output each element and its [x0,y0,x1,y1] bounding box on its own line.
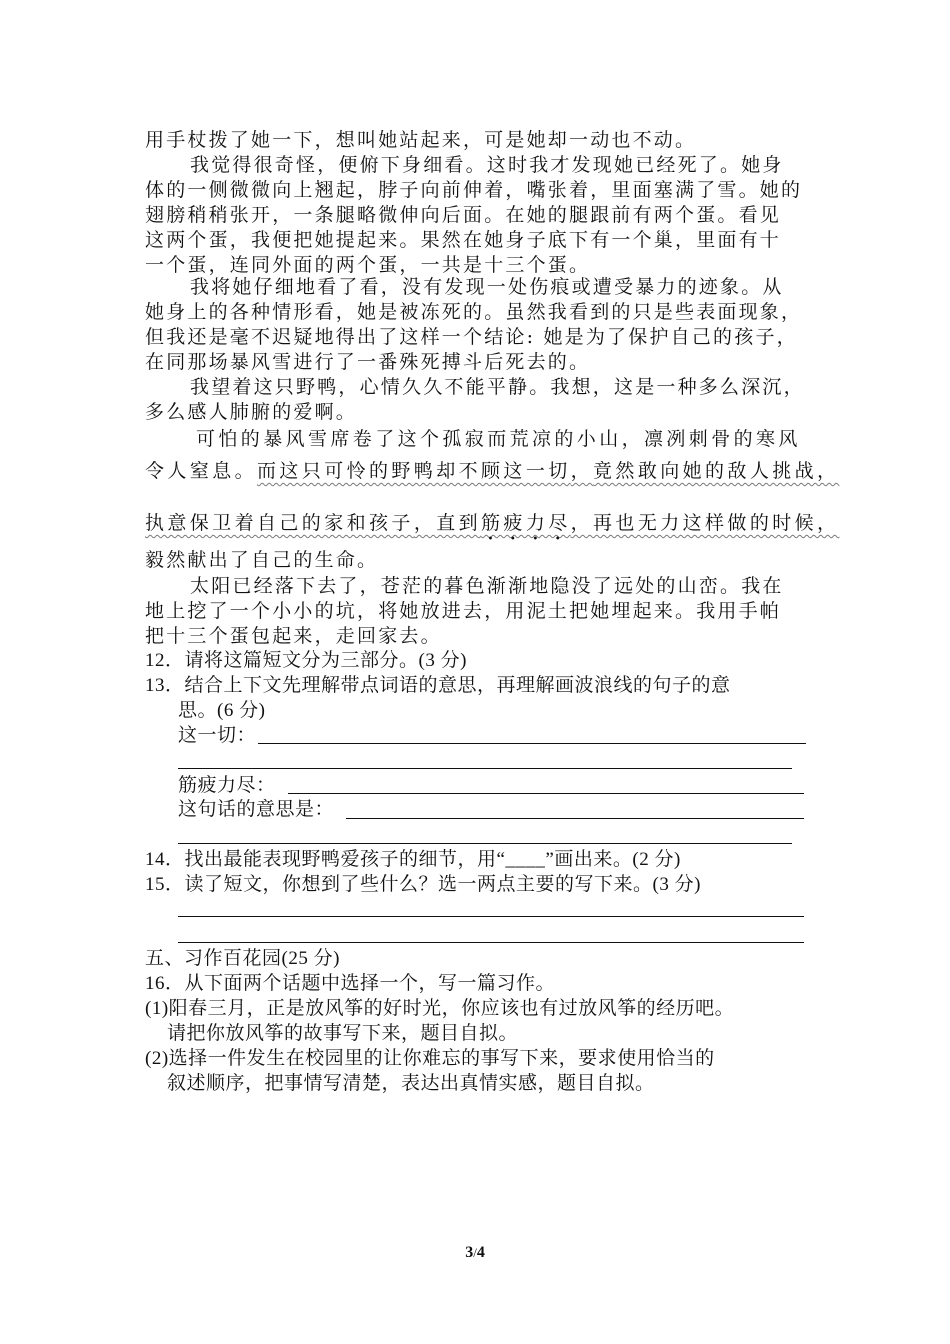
question-14: 14．找出最能表现野鸭爱孩子的细节，用“____”画出来。(2 分) [145,849,681,870]
passage-line: 这两个蛋，我便把她提起来。果然在她身子底下有一个巢，里面有十 [145,229,782,251]
passage-line-wavy [145,458,840,484]
passage-line: 翅膀稍稍张开，一条腿略微伸向后面。在她的腿跟前有两个蛋。看见 [145,204,782,226]
answer-label-jinpililijin: 筋疲力尽： [178,775,276,796]
answer-blank[interactable] [178,916,804,917]
passage-line: 体的一侧微微向上翘起，脖子向前伸着，嘴张着，里面塞满了雪。她的 [145,179,803,201]
page-separator: / [473,1245,477,1260]
question-16: 16．从下面两个话题中选择一个，写一篇习作。 [145,973,556,994]
passage-text: ， [570,460,594,482]
passage-line: 我将她仔细地看了看，没有发现一处伤痕或遭受暴力的迹象。从 [190,276,784,298]
page-current: 3 [465,1244,474,1261]
passage-line: 毅然献出了自己的生命。 [145,549,379,571]
passage-line: 用手杖拨了她一下，想叫她站起来，可是她却一动也不动。 [145,129,697,151]
answer-blank[interactable] [178,843,792,844]
page-total: 4 [476,1244,485,1261]
passage-text: ，直到 [413,512,482,534]
answer-blank[interactable] [178,768,792,769]
question-13-cont: 思。(6 分) [178,700,266,721]
section-title: 五、习作百花园(25 分) [145,948,340,969]
passage-text: 而这只可怜的野鸭却不顾这一切 [257,460,571,482]
passage-line: 多么感人肺腑的爱啊。 [145,401,358,423]
page-number [0,1244,950,1262]
passage-line: 我觉得很奇怪，便俯下身细看。这时我才发现她已经死了。她身 [190,154,784,176]
topic-option-1-cont: 请把你放风筝的故事写下来，题目自拟。 [167,1023,519,1044]
answer-label-meaning: 这句话的意思是： [178,799,335,820]
passage-line: 在同那场暴风雪进行了一番殊死搏斗后死去的。 [145,351,591,373]
topic-option-1: (1)阳春三月，正是放风筝的好时光，你应该也有过放风筝的经历吧。 [145,998,735,1019]
answer-blank[interactable] [178,942,804,943]
passage-line: 我望着这只野鸭，心情久久不能平静。我想，这是一种多么深沉， [190,376,805,398]
passage-text: 竟然敢向她的敌人挑战， [593,460,840,482]
topic-option-2-cont: 叙述顺序，把事情写清楚，表达出真情实感，题目自拟。 [167,1073,655,1094]
passage-line: 她身上的各种情形看，她是被冻死的。虽然我看到的只是些表面现象， [145,301,803,323]
wavy-underlined-sentence [145,512,839,534]
passage-text: ，再也无力这样做的时候， [570,512,840,534]
passage-line: 太阳已经落下去了，苍茫的暮色渐渐地隐没了远处的山峦。我在 [190,575,784,597]
passage-line: 可怕的暴风雪席卷了这个孤寂而荒凉的小山，凛冽刺骨的寒风 [196,428,801,450]
answer-blank[interactable] [258,743,806,744]
passage-line: 把十三个蛋包起来，走回家去。 [145,625,442,647]
dotted-word: 筋疲力尽 [481,512,571,534]
topic-option-2: (2)选择一件发生在校园里的让你难忘的事写下来，要求使用恰当的 [145,1048,715,1069]
answer-label-zheyiqie: 这一切： [178,725,257,746]
question-15: 15．读了短文，你想到了些什么？选一两点主要的写下来。(3 分) [145,874,701,895]
passage-text: 令人窒息。 [145,460,258,482]
passage-line: 地上挖了一个小小的坑，将她放进去，用泥土把她埋起来。我用手帕 [145,600,782,622]
answer-blank[interactable] [288,793,804,794]
passage-line: 一个蛋，连同外面的两个蛋，一共是十三个蛋。 [145,254,591,276]
passage-text: 执意保卫着自己的家和孩子 [145,512,414,534]
answer-blank[interactable] [346,818,804,819]
question-12: 12．请将这篇短文分为三部分。(3 分) [145,650,467,671]
passage-line: 但我还是毫不迟疑地得出了这样一个结论: 她是为了保护自己的孩子， [145,326,798,348]
question-13: 13．结合上下文先理解带点词语的意思，再理解画波浪线的句子的意 [145,675,731,696]
passage-line-wavy [145,510,840,545]
wavy-underlined-sentence [257,460,839,482]
